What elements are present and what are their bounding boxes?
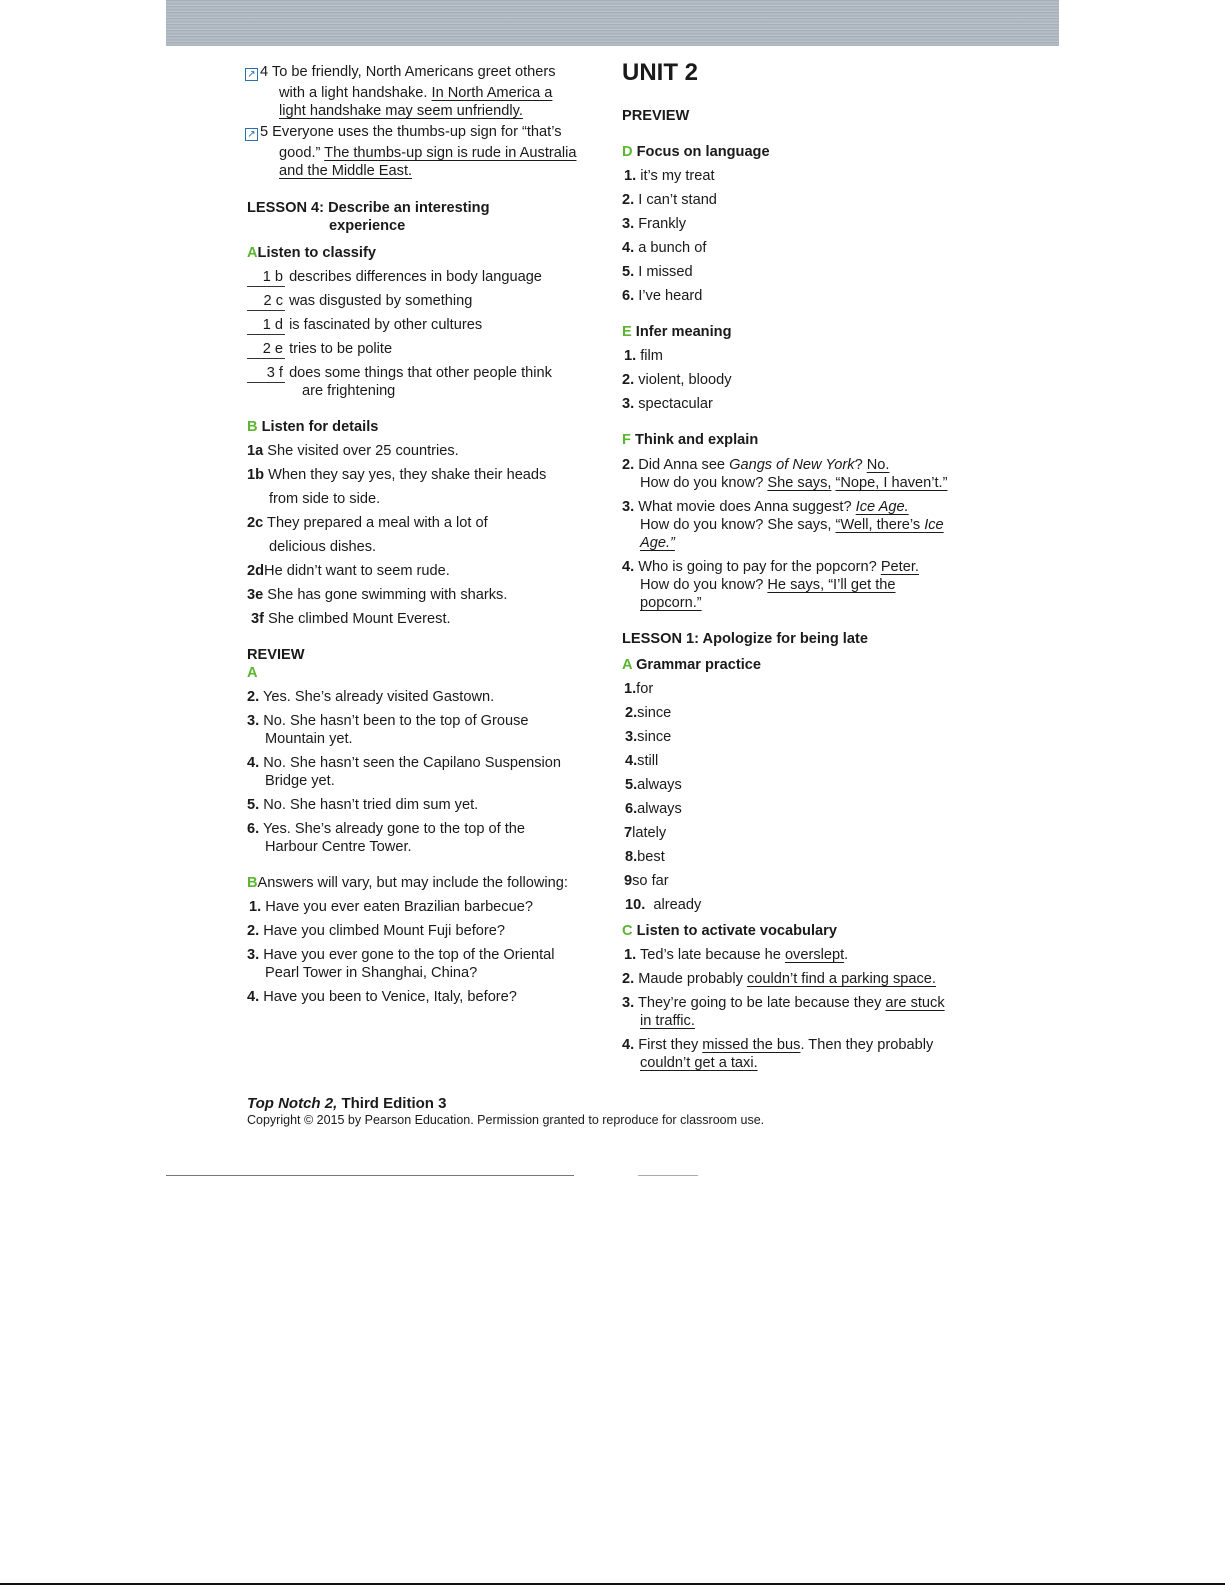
answer-item-4: ↗ 4 To be friendly, North Americans greet others [245, 63, 556, 81]
classify-row: 1 b describes differences in body language [247, 268, 542, 287]
list-item: 4.still [625, 753, 659, 769]
list-item: 3. spectacular [622, 396, 713, 412]
vocab-item: 2. Maude probably couldn’t find a parking space. [622, 971, 936, 987]
vocab-item: 1. Ted’s late because he overslept. [624, 947, 849, 963]
review-b-row: 3. Have you ever gone to the top of the Oriental [247, 947, 555, 963]
list-item: 9so far [624, 873, 669, 889]
detail-row: 1a She visited over 25 countries. [247, 443, 459, 459]
answer-item-5: ↗ 5 Everyone uses the thumbs-up sign for “that’s [245, 123, 562, 141]
list-item: 8.best [625, 849, 665, 865]
review-a-row: 2. Yes. She’s already visited Gastown. [247, 689, 495, 705]
section-f-heading: F Think and explain [622, 432, 759, 448]
answer-underline: light handshake may seem unfriendly. [279, 103, 523, 119]
classify-row: 2 c was disgusted by something [247, 292, 472, 311]
list-item: 3. Frankly [622, 216, 687, 232]
preview-heading: PREVIEW [622, 108, 690, 124]
list-item: 1. it’s my treat [624, 168, 715, 184]
vocab-item: 4. First they missed the bus. Then they probably [622, 1037, 934, 1053]
lesson-1-heading: LESSON 1: Apologize for being late [622, 631, 868, 647]
explain-item: 2. Did Anna see Gangs of New York? No. [622, 457, 890, 473]
classify-row: 2 e tries to be polite [247, 340, 392, 359]
list-item: 1. film [624, 348, 663, 364]
list-item: 2. I can’t stand [622, 192, 717, 208]
list-item: 1.for [624, 681, 654, 697]
header-band [166, 0, 1059, 46]
detail-row: 2c They prepared a meal with a lot of [247, 515, 488, 531]
review-b-intro: BAnswers will vary, but may include the following: [247, 875, 568, 891]
review-a-row: 5. No. She hasn’t tried dim sum yet. [247, 797, 479, 813]
explain-item: 3. What movie does Anna suggest? Ice Age. [622, 499, 909, 515]
divider [166, 1175, 574, 1176]
unit-title: UNIT 2 [622, 59, 699, 86]
detail-row: 1b When they say yes, they shake their heads [247, 467, 547, 483]
list-item: 5. I missed [622, 264, 693, 280]
list-item: 2. violent, bloody [622, 372, 732, 388]
lesson-4-heading: LESSON 4: Describe an interesting [247, 200, 490, 216]
external-link-icon[interactable]: ↗ [245, 68, 258, 81]
classify-row: 3 f does some things that other people think [247, 364, 552, 383]
review-a-row: 4. No. She hasn’t seen the Capilano Suspension [247, 755, 561, 771]
explain-item: 4. Who is going to pay for the popcorn? Peter. [622, 559, 919, 575]
answer-underline: In North America a [431, 85, 553, 101]
list-item: 6. I’ve heard [622, 288, 703, 304]
list-item: 2.since [625, 705, 672, 721]
review-heading: REVIEW [247, 647, 305, 663]
list-item: 10. already [625, 897, 702, 913]
section-a-heading: A Grammar practice [622, 657, 761, 673]
list-item: 6.always [625, 801, 682, 817]
list-item: 4. a bunch of [622, 240, 707, 256]
detail-row: 3e She has gone swimming with sharks. [247, 587, 508, 603]
classify-row: 1 d is fascinated by other cultures [247, 316, 482, 335]
review-b-row: 4. Have you been to Venice, Italy, before? [247, 989, 517, 1005]
answer-underline: The thumbs-up sign is rude in Australia [324, 145, 577, 161]
review-b-row: 2. Have you climbed Mount Fuji before? [247, 923, 505, 939]
vocab-item: 3. They’re going to be late because they are stuck [622, 995, 945, 1011]
section-d-heading: D Focus on language [622, 144, 770, 160]
answer-underline: and the Middle East. [279, 163, 413, 179]
detail-row: 3f She climbed Mount Everest. [251, 611, 451, 627]
list-item: 5.always [625, 777, 682, 793]
section-c-heading: C Listen to activate vocabulary [622, 923, 837, 939]
review-a-row: 6. Yes. She’s already gone to the top of the [247, 821, 526, 837]
section-b-heading: B Listen for details [247, 419, 379, 435]
section-e-heading: E Infer meaning [622, 324, 732, 340]
detail-row: 2dHe didn’t want to seem rude. [247, 563, 450, 579]
copyright-text: Copyright © 2015 by Pearson Education. Permission granted to reproduce for classroom use. [247, 1113, 765, 1127]
review-b-row: 1. Have you ever eaten Brazilian barbecue? [249, 899, 533, 915]
section-a-heading: AListen to classify [247, 245, 376, 261]
divider [638, 1175, 698, 1176]
list-item: 3.since [625, 729, 672, 745]
external-link-icon[interactable]: ↗ [245, 128, 258, 141]
list-item: 7lately [624, 825, 667, 841]
page-footer: Top Notch 2, Third Edition 3 Copyright © 2015 by Pearson Education. Permission granted to reproduce for classroom use. [247, 1095, 765, 1127]
review-a-row: 3. No. She hasn’t been to the top of Grouse [247, 713, 529, 729]
